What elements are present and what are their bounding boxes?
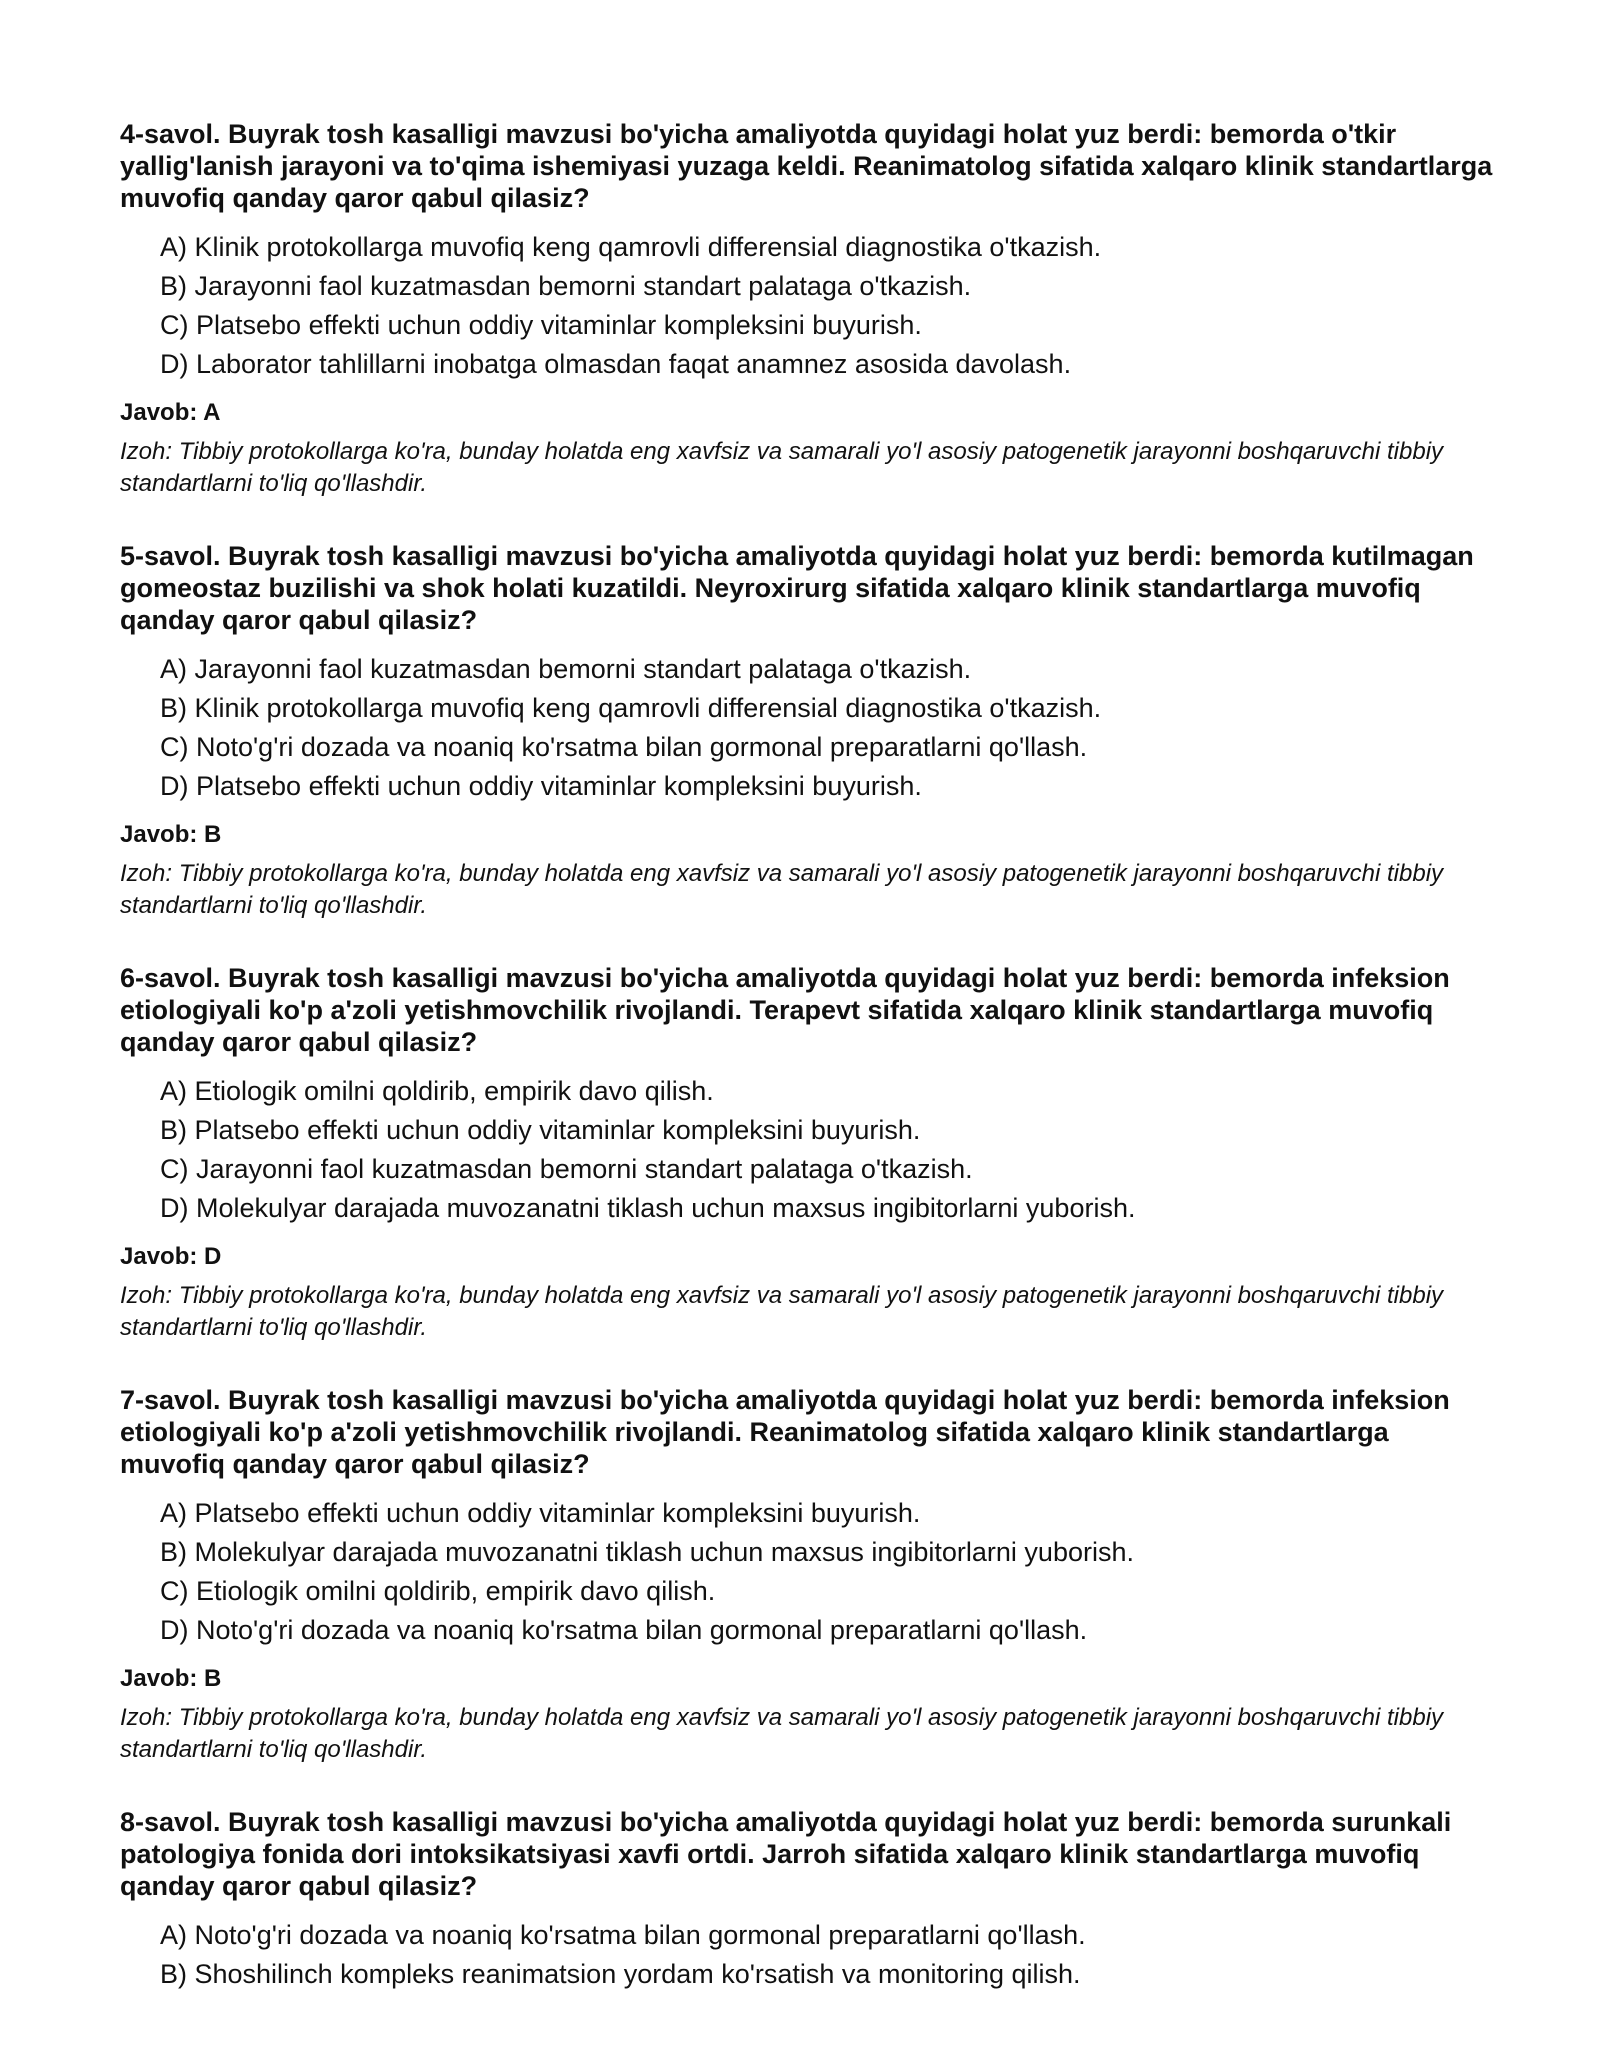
option-b: B) Shoshilinch kompleks reanimatsion yordam ko'rsatish va monitoring qilish.	[160, 1959, 1081, 1989]
question-8	[120, 1806, 1500, 1994]
question-title: 4-savol. Buyrak tosh kasalligi mavzusi bo'yicha amaliyotda quyidagi holat yuz berdi: bemorda o'tkir yallig'lanish jarayoni va to'qima ishemiyasi yuzaga keldi. Reanimatolog sifatida xalqaro klinik standartlarga muvofiq qanday qaror qabul qilasiz?	[120, 119, 1493, 213]
option-c: C) Noto'g'ri dozada va noaniq ko'rsatma bilan gormonal preparatlarni qo'llash.	[160, 732, 1088, 762]
question-6	[120, 962, 1500, 1344]
answer: Javob: B	[120, 1665, 222, 1692]
option-b: B) Jarayonni faol kuzatmasdan bemorni standart palataga o'tkazish.	[160, 271, 972, 301]
option-c: C) Jarayonni faol kuzatmasdan bemorni standart palataga o'tkazish.	[160, 1154, 973, 1184]
option-c: C) Platsebo effekti uchun oddiy vitaminlar kompleksini buyurish.	[160, 310, 922, 340]
option-a: A) Noto'g'ri dozada va noaniq ko'rsatma bilan gormonal preparatlarni qo'llash.	[160, 1920, 1086, 1950]
option-a: A) Jarayonni faol kuzatmasdan bemorni standart palataga o'tkazish.	[160, 654, 972, 684]
option-list	[120, 650, 1500, 806]
question-4	[120, 118, 1500, 500]
question-7	[120, 1384, 1500, 1766]
explanation: Izoh: Tibbiy protokollarga ko'ra, bunday holatda eng xavfsiz va samarali yo'l asosiy patogenetik jarayonni boshqaruvchi tibbiy standartlarni to'liq qo'llashdir.	[120, 1282, 1444, 1341]
option-a: A) Klinik protokollarga muvofiq keng qamrovli differensial diagnostika o'tkazish.	[160, 232, 1102, 262]
answer: Javob: A	[120, 399, 221, 426]
option-d: D) Noto'g'ri dozada va noaniq ko'rsatma bilan gormonal preparatlarni qo'llash.	[160, 1615, 1088, 1645]
answer: Javob: B	[120, 821, 222, 848]
answer: Javob: D	[120, 1243, 222, 1270]
option-b: B) Platsebo effekti uchun oddiy vitaminlar kompleksini buyurish.	[160, 1115, 921, 1145]
option-d: D) Platsebo effekti uchun oddiy vitaminlar kompleksini buyurish.	[160, 771, 922, 801]
option-b: B) Molekulyar darajada muvozanatni tiklash uchun maxsus ingibitorlarni yuborish.	[160, 1537, 1134, 1567]
question-title: 7-savol. Buyrak tosh kasalligi mavzusi bo'yicha amaliyotda quyidagi holat yuz berdi: bemorda infeksion etiologiyali ko'p a'zoli yetishmovchilik rivojlandi. Reanimatolog sifatida xalqaro klinik standartlarga muvofiq qanday qaror qabul qilasiz?	[120, 1385, 1450, 1479]
question-5	[120, 540, 1500, 922]
option-list	[120, 1072, 1500, 1228]
option-d: D) Laborator tahlillarni inobatga olmasdan faqat anamnez asosida davolash.	[160, 349, 1072, 379]
option-d: D) Molekulyar darajada muvozanatni tiklash uchun maxsus ingibitorlarni yuborish.	[160, 1193, 1136, 1223]
option-list	[120, 1916, 1500, 1994]
option-a: A) Etiologik omilni qoldirib, empirik davo qilish.	[160, 1076, 714, 1106]
question-title: 6-savol. Buyrak tosh kasalligi mavzusi bo'yicha amaliyotda quyidagi holat yuz berdi: bemorda infeksion etiologiyali ko'p a'zoli yetishmovchilik rivojlandi. Terapevt sifatida xalqaro klinik standartlarga muvofiq qanday qaror qabul qilasiz?	[120, 963, 1450, 1057]
explanation: Izoh: Tibbiy protokollarga ko'ra, bunday holatda eng xavfsiz va samarali yo'l asosiy patogenetik jarayonni boshqaruvchi tibbiy standartlarni to'liq qo'llashdir.	[120, 860, 1444, 919]
option-a: A) Platsebo effekti uchun oddiy vitaminlar kompleksini buyurish.	[160, 1498, 921, 1528]
question-title: 8-savol. Buyrak tosh kasalligi mavzusi bo'yicha amaliyotda quyidagi holat yuz berdi: bemorda surunkali patologiya fonida dori intoksikatsiyasi xavfi ortdi. Jarroh sifatida xalqaro klinik standartlarga muvofiq qanday qaror qabul qilasiz?	[120, 1807, 1452, 1901]
explanation: Izoh: Tibbiy protokollarga ko'ra, bunday holatda eng xavfsiz va samarali yo'l asosiy patogenetik jarayonni boshqaruvchi tibbiy standartlarni to'liq qo'llashdir.	[120, 438, 1444, 497]
option-b: B) Klinik protokollarga muvofiq keng qamrovli differensial diagnostika o'tkazish.	[160, 693, 1102, 723]
explanation: Izoh: Tibbiy protokollarga ko'ra, bunday holatda eng xavfsiz va samarali yo'l asosiy patogenetik jarayonni boshqaruvchi tibbiy standartlarni to'liq qo'llashdir.	[120, 1704, 1444, 1763]
document-page	[120, 118, 1500, 2034]
option-list	[120, 1494, 1500, 1650]
option-list	[120, 228, 1500, 384]
question-title: 5-savol. Buyrak tosh kasalligi mavzusi bo'yicha amaliyotda quyidagi holat yuz berdi: bemorda kutilmagan gomeostaz buzilishi va shok holati kuzatildi. Neyroxirurg sifatida xalqaro klinik standartlarga muvofiq qanday qaror qabul qilasiz?	[120, 541, 1474, 635]
option-c: C) Etiologik omilni qoldirib, empirik davo qilish.	[160, 1576, 716, 1606]
